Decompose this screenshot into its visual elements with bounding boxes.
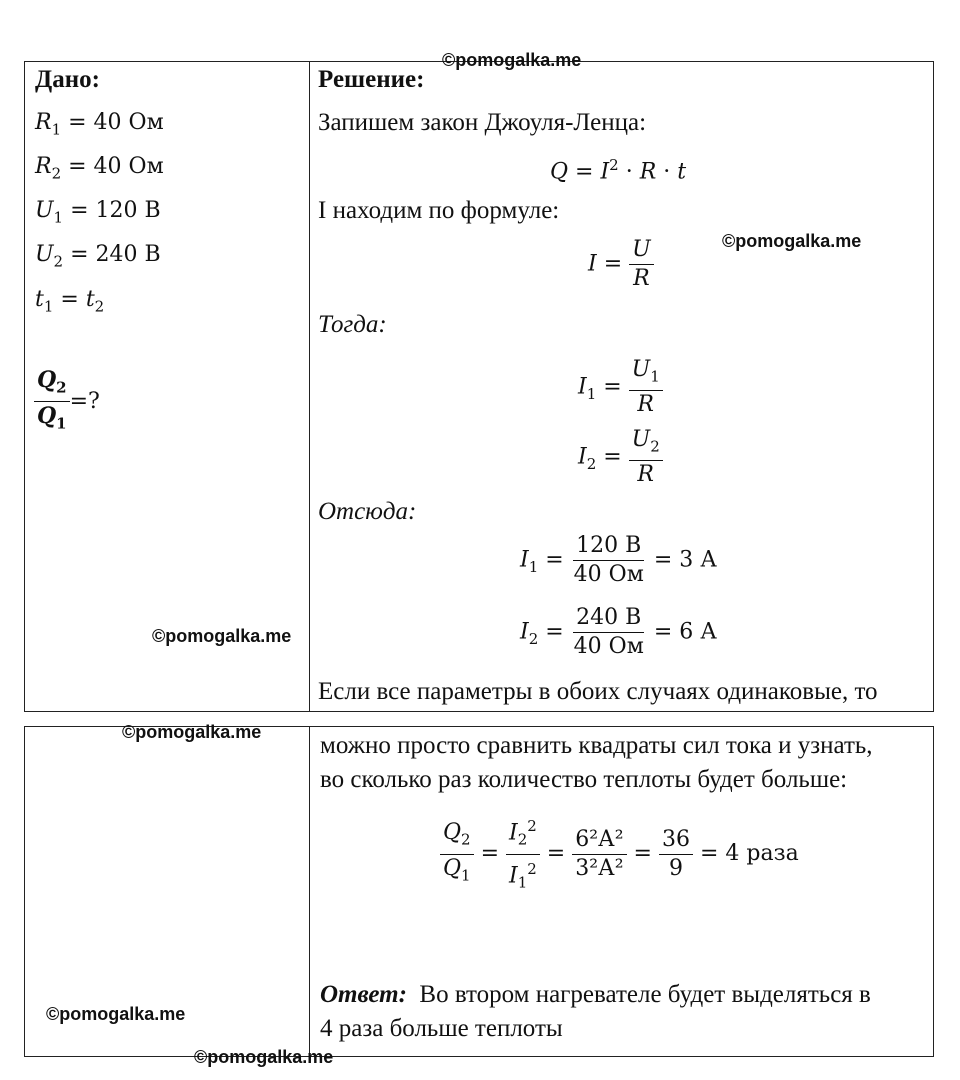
conclusion-line-1: Если все параметры в обоих случаях одинаковые, то [318, 678, 878, 705]
conclusion-line-2: можно просто сравнить квадраты сил тока и узнать, [320, 732, 873, 759]
then-label: Тогда: [318, 311, 387, 338]
i1-formula: $I_1$ = $\frac{U_1}{R}$ [578, 356, 663, 419]
given-u2: $U_2 = 240$ В [35, 242, 161, 271]
i1-calculation: $I_1$ = $\frac{120 В}{40 Ом}$ = 3 А [520, 533, 717, 587]
given-question: $\frac{Q_2}{Q_1}$ =? [34, 366, 100, 438]
watermark: ©pomogalka.me [442, 50, 582, 70]
i2-calculation: $I_2$ = $\frac{240 В}{40 Ом}$ = 6 А [520, 605, 717, 659]
conclusion-line-3: во сколько раз количество теплоты будет больше: [320, 766, 848, 793]
given-u1: $U_1 = 120$ В [35, 198, 161, 227]
solution-header: Решение: [318, 66, 425, 93]
answer-line-1: Ответ: Во втором нагревателе будет выделяться в [320, 981, 871, 1008]
watermark: ©pomogalka.me [46, 1004, 186, 1024]
answer-label: Ответ: [320, 981, 407, 1008]
law-intro: Запишем закон Джоуля-Ленца: [318, 109, 647, 136]
given-r2: $R_2 = 40$ Ом [35, 154, 164, 183]
given-header: Дано: [35, 66, 100, 93]
ohm-formula: I = $\frac{U}{R}$ [588, 236, 654, 293]
given-r1: $R_1 = 40$ Ом [35, 110, 164, 139]
joule-lenz-formula: $Q = I^2 \cdot R \cdot t$ [550, 156, 687, 185]
column-divider [309, 727, 310, 1056]
column-divider [309, 62, 310, 711]
watermark: ©pomogalka.me [152, 626, 292, 646]
current-intro: I находим по формуле: [318, 197, 560, 224]
watermark: ©pomogalka.me [122, 722, 262, 742]
answer-line-2: 4 раза больше теплоты [320, 1015, 563, 1042]
i2-formula: $I_2$ = $\frac{U_2}{R}$ [578, 426, 663, 489]
watermark: ©pomogalka.me [722, 231, 862, 251]
hence-label: Отсюда: [318, 498, 417, 525]
given-time-equality: $t_1 = t_2$ [35, 287, 105, 316]
watermark: ©pomogalka.me [194, 1047, 334, 1067]
heat-ratio-formula: $\frac{Q_2}{Q_1}$ = $\frac{I_2^2}{I_1^2}$ = $\frac{\text{6²А²}}{\text{3²А²}}$ = $\frac{36}{9}$ = 4 раза [440, 812, 799, 896]
